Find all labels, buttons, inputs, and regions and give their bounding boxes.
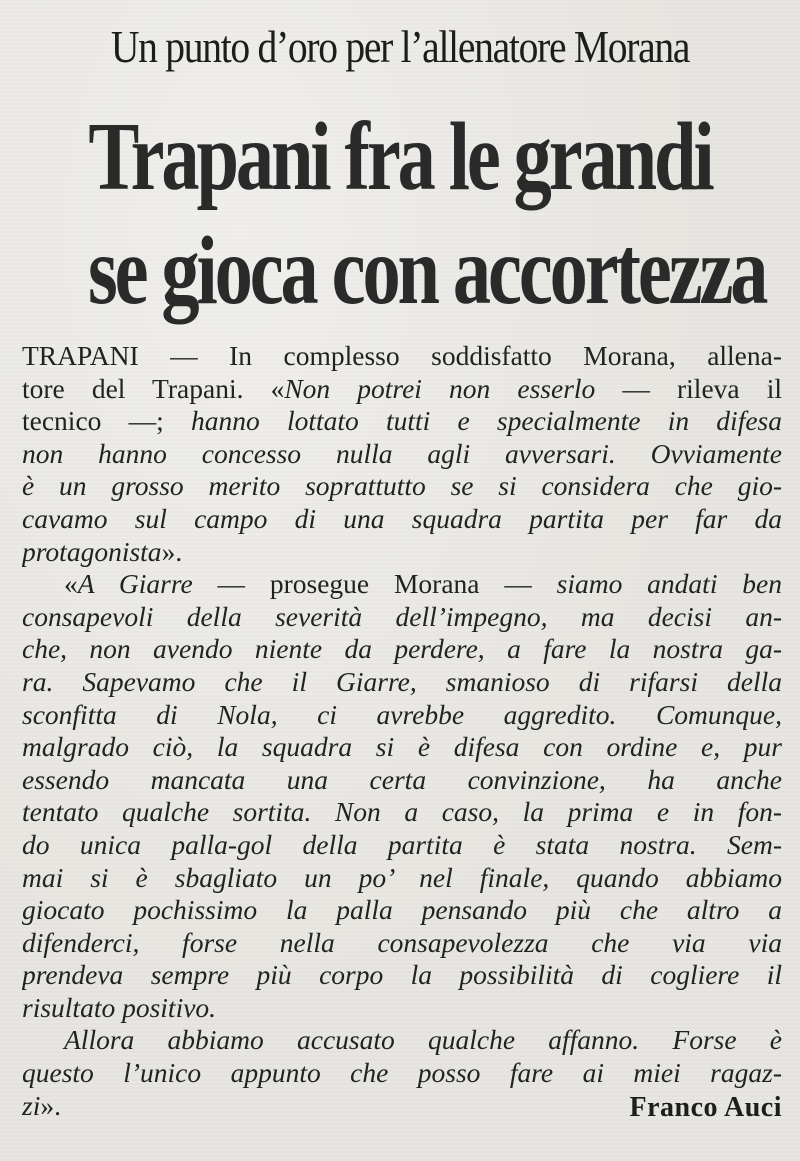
article-line	[22, 796, 782, 829]
article-text-segment: — prosegue Morana —	[192, 568, 557, 600]
article-text-segment: ».	[40, 1089, 61, 1121]
article-line	[22, 405, 782, 438]
kicker-headline: Un punto d’oro per l’allenatore Morana	[110, 21, 690, 72]
author-signature: Franco Auci	[629, 1092, 782, 1123]
article-text-segment: questo l’unico appunto che posso fare ai miei ragaz-	[22, 1057, 782, 1089]
article-text-segment: tentato qualche sortita. Non a caso, la prima e in fon-	[22, 796, 782, 828]
article-text-segment: difenderci, forse nella consapevolezza che via via	[22, 926, 782, 958]
article-text-segment: TRAPANI — In complesso soddisfatto Morana, allena-	[22, 340, 782, 371]
article-text-segment: zi	[22, 1089, 41, 1121]
article-text-segment: A Giarre	[77, 568, 193, 600]
article-line	[22, 699, 782, 732]
article-line	[22, 340, 782, 373]
article-line	[22, 438, 782, 471]
article-text-segment: do unica palla-gol della partita è stata nostra. Sem-	[22, 828, 782, 860]
article-text-segment: tecnico —;	[22, 405, 191, 437]
article-text-segment: risultato positivo.	[22, 991, 217, 1023]
article-text-segment: ra. Sapevamo che il Giarre, smanioso di rifarsi della	[22, 665, 782, 697]
article-line	[22, 927, 782, 960]
article-text-segment: malgrado ciò, la squadra si è difesa con ordine e, pur	[22, 731, 782, 763]
article-text-segment: tore del Trapani. «	[22, 372, 285, 404]
article-text-segment: che, non avendo niente da perdere, a fare la nostra ga-	[22, 633, 782, 665]
article-line	[22, 1057, 782, 1090]
article-text-segment: mai si è sbagliato un po’ nel finale, quando abbiamo	[22, 861, 782, 893]
article-line	[22, 764, 782, 797]
article-text-segment: Allora abbiamo accusato qualche affanno. Forse è	[64, 1024, 782, 1056]
article-text-segment: — rileva il	[595, 372, 782, 404]
article-text-segment: ».	[161, 535, 183, 567]
article-text-segment: essendo mancata una certa convinzione, ha anche	[22, 763, 782, 795]
article-line	[22, 862, 782, 895]
article-line	[22, 601, 782, 634]
article-text-segment: protagonista	[22, 535, 162, 567]
article-text-segment: consapevoli della severità dell’impegno, ma decisi an-	[22, 600, 782, 632]
article-line	[22, 503, 782, 536]
article-line	[22, 894, 782, 927]
article-text-segment: giocato pochissimo la palla pensando più che altro a	[22, 894, 782, 926]
article-line	[22, 829, 782, 862]
article-line	[22, 568, 782, 601]
article-line	[22, 666, 782, 699]
article-line	[22, 536, 782, 569]
article-text-segment: «	[64, 568, 78, 600]
article-text-segment: Non potrei non esserlo	[284, 372, 596, 404]
article-line	[22, 373, 782, 406]
main-headline-line-1: Trapani fra le grandi	[88, 103, 712, 211]
article-text-segment: hanno lottato tutti e specialmente in difesa	[190, 405, 782, 437]
article-line	[22, 959, 782, 992]
article-body	[22, 340, 782, 1122]
article-text-segment: cavamo sul campo di una squadra partita per far da	[22, 502, 782, 534]
article-line	[22, 731, 782, 764]
article-text-segment: sconfitta di Nola, ci avrebbe aggredito. Comunque,	[22, 698, 782, 730]
article-line	[22, 1024, 782, 1057]
article-text-segment: è un grosso merito soprattutto se si considera che gio-	[22, 470, 782, 502]
article-line	[22, 633, 782, 666]
main-headline-line-2: se gioca con accortezza	[88, 217, 766, 325]
article-text-segment: non hanno concesso nulla agli avversari. Ovviamente	[22, 437, 782, 469]
article-line	[22, 992, 782, 1025]
article-text-segment: prendeva sempre più corpo la possibilità di cogliere il	[22, 959, 782, 991]
article-line	[22, 470, 782, 503]
article-text-segment: siamo andati ben	[556, 568, 782, 600]
